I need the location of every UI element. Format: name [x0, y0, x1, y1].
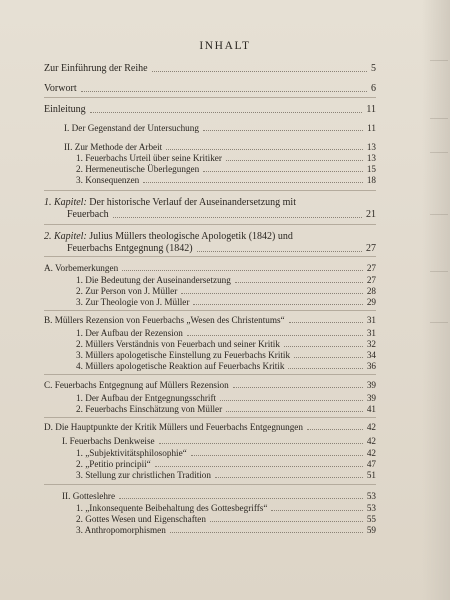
toc-entry-page: 55	[366, 514, 376, 524]
toc-entry-label: Einleitung	[44, 104, 86, 115]
leader-dots	[289, 322, 363, 323]
leader-dots	[90, 112, 363, 113]
toc-entry-kapitel-1	[0, 197, 450, 209]
toc-entry-e1	[0, 122, 450, 134]
toc-entry-label: 2. Hermeneutische Überlegungen	[76, 164, 200, 174]
toc-entry-page: 59	[366, 525, 376, 535]
toc-entry-label: 2. Zur Person von J. Müller	[76, 286, 178, 296]
toc-entry-b	[0, 314, 450, 326]
toc-entry-label: Julius Müllers theologische Apologetik (1842) und	[86, 231, 293, 242]
leader-dots	[191, 455, 363, 456]
toc-entry-page: 27	[366, 275, 376, 285]
leader-dots	[197, 251, 362, 252]
toc-entry-label: 2. Gottes Wesen und Eigenschaften	[76, 514, 206, 524]
toc-entry-page: 21	[366, 209, 376, 220]
toc-entry-a3	[0, 296, 450, 308]
leader-dots	[159, 443, 363, 444]
leader-dots	[119, 498, 363, 499]
toc-entry-d	[0, 421, 450, 433]
leader-dots	[271, 510, 362, 511]
toc-entry-a	[0, 262, 450, 274]
divider	[44, 417, 376, 418]
toc-entry-page: 18	[366, 175, 376, 185]
divider	[44, 190, 376, 191]
toc-entry-page: 11	[367, 123, 376, 133]
toc-entry-e2c	[0, 174, 450, 186]
toc-entry-page: 13	[366, 142, 376, 152]
divider	[44, 484, 376, 485]
leader-dots	[226, 411, 363, 412]
toc-entry-kapitel-2	[0, 231, 450, 243]
leader-dots	[81, 91, 367, 92]
leader-dots	[226, 160, 363, 161]
toc-entry-d2	[0, 490, 450, 502]
divider	[44, 224, 376, 225]
divider	[44, 256, 376, 257]
toc-entry-label: B. Müllers Rezension von Feuerbachs „Wesen des Christentums“	[44, 315, 285, 325]
toc-entry-page: 5	[371, 63, 376, 74]
leader-dots	[187, 335, 363, 336]
leader-dots	[294, 357, 363, 358]
toc-entry-page: 36	[366, 361, 376, 371]
toc-entry-label: 1. Feuerbachs Urteil über seine Kritiker	[76, 153, 222, 163]
leader-dots	[284, 346, 363, 347]
leader-dots	[307, 429, 363, 430]
toc-entry-d1	[0, 435, 450, 447]
leader-dots	[288, 368, 362, 369]
toc-entry-c	[0, 379, 450, 391]
toc-entry-label: II. Gotteslehre	[62, 491, 116, 501]
toc-heading: INHALT	[199, 40, 251, 52]
toc-entry-label: 1. Der Aufbau der Rezension	[76, 328, 183, 338]
divider	[44, 310, 376, 311]
toc-entry-label: 4. Müllers apologetische Reaktion auf Feuerbachs Kritik	[76, 361, 285, 371]
divider	[44, 374, 376, 375]
toc-entry-page: 53	[366, 503, 376, 513]
toc-entry-label: I. Der Gegenstand der Untersuchung	[64, 123, 199, 133]
toc-entry-page: 42	[366, 422, 376, 432]
toc-entry-page: 32	[366, 339, 376, 349]
toc-entry-label: 1. „Inkonsequente Beibehaltung des Gottesbegriffs“	[76, 503, 268, 513]
leader-dots	[220, 400, 363, 401]
leader-dots	[122, 270, 363, 271]
leader-dots	[193, 304, 362, 305]
leader-dots	[203, 171, 363, 172]
toc-entry-label: 3. Zur Theologie von J. Müller	[76, 297, 190, 307]
chapter-label: 1. Kapitel:	[44, 197, 87, 208]
toc-entry-page: 42	[366, 436, 376, 446]
toc-entry-label: 2. „Petitio principii“	[76, 459, 151, 469]
toc-entry-label: Vorwort	[44, 83, 77, 94]
toc-entry-label: 1. „Subjektivitätsphilosophie“	[76, 448, 187, 458]
toc-entry-page: 27	[366, 243, 376, 254]
toc-entry-label: 1. Der Aufbau der Entgegnungsschrift	[76, 393, 217, 403]
toc-entry-label: A. Vorbemerkungen	[44, 263, 119, 273]
toc-entry-b4	[0, 360, 450, 372]
toc-entry-page: 39	[366, 380, 376, 390]
toc-entry-kapitel-2-cont	[0, 243, 450, 255]
toc-entry-page: 31	[366, 328, 376, 338]
leader-dots	[143, 182, 363, 183]
toc-entry-label: 1. Die Bedeutung der Auseinandersetzung	[76, 275, 231, 285]
toc-entry-label: 2. Feuerbachs Einschätzung von Müller	[76, 404, 223, 414]
toc-entry-label: II. Zur Methode der Arbeit	[64, 142, 163, 152]
toc-entry-einleitung	[0, 104, 450, 116]
toc-entry-label: 2. Müllers Verständnis von Feuerbach und seiner Kritik	[76, 339, 280, 349]
toc-entry-page: 34	[366, 350, 376, 360]
leader-dots	[166, 149, 363, 150]
divider	[44, 97, 376, 98]
leader-dots	[181, 293, 363, 294]
toc-entry-page: 11	[366, 104, 376, 115]
toc-entry-page: 41	[366, 404, 376, 414]
toc-entry-page: 53	[366, 491, 376, 501]
toc-entry-c2	[0, 403, 450, 415]
toc-entry-page: 42	[366, 448, 376, 458]
toc-entry-label: 3. Anthropomorphismen	[76, 525, 166, 535]
toc-entry-label: Feuerbach	[67, 209, 109, 220]
toc-entry-page: 47	[366, 459, 376, 469]
leader-dots	[113, 217, 362, 218]
leader-dots	[152, 71, 367, 72]
toc-entry-label: C. Feuerbachs Entgegnung auf Müllers Rezension	[44, 380, 229, 390]
leader-dots	[210, 521, 363, 522]
toc-entry-label: Zur Einführung der Reihe	[44, 63, 148, 74]
toc-entry-page: 28	[366, 286, 376, 296]
toc-entry-page: 51	[366, 470, 376, 480]
toc-entry-page: 31	[366, 315, 376, 325]
toc-entry-page: 27	[366, 263, 376, 273]
leader-dots	[170, 532, 363, 533]
toc-entry-label: 3. Konsequenzen	[76, 175, 140, 185]
toc-entry-page: 15	[366, 164, 376, 174]
toc-entry-label: Feuerbachs Entgegnung (1842)	[67, 243, 193, 254]
toc-entry-page: 29	[366, 297, 376, 307]
leader-dots	[215, 477, 363, 478]
toc-entry-label: 3. Stellung zur christlichen Tradition	[76, 470, 211, 480]
leader-dots	[155, 466, 363, 467]
toc-entry-label: D. Die Hauptpunkte der Kritik Müllers und Feuerbachs Entgegnungen	[44, 422, 303, 432]
toc-entry-label: I. Feuerbachs Denkweise	[62, 436, 155, 446]
toc-entry-d1c	[0, 469, 450, 481]
leader-dots	[235, 282, 363, 283]
toc-entry-vorwort	[0, 83, 450, 95]
toc-entry-page: 39	[366, 393, 376, 403]
toc-entry-label: 3. Müllers apologetische Einstellung zu Feuerbachs Kritik	[76, 350, 291, 360]
toc-entry-d2c	[0, 524, 450, 536]
toc-entry-reihe	[0, 63, 450, 75]
leader-dots	[233, 387, 363, 388]
leader-dots	[203, 130, 363, 131]
chapter-label: 2. Kapitel:	[44, 231, 87, 242]
toc-entry-page: 6	[371, 83, 376, 94]
toc-entry-kapitel-1-cont	[0, 209, 450, 221]
toc-entry-page: 13	[366, 153, 376, 163]
toc-entry-label: Der historische Verlauf der Auseinandersetzung mit	[86, 197, 296, 208]
